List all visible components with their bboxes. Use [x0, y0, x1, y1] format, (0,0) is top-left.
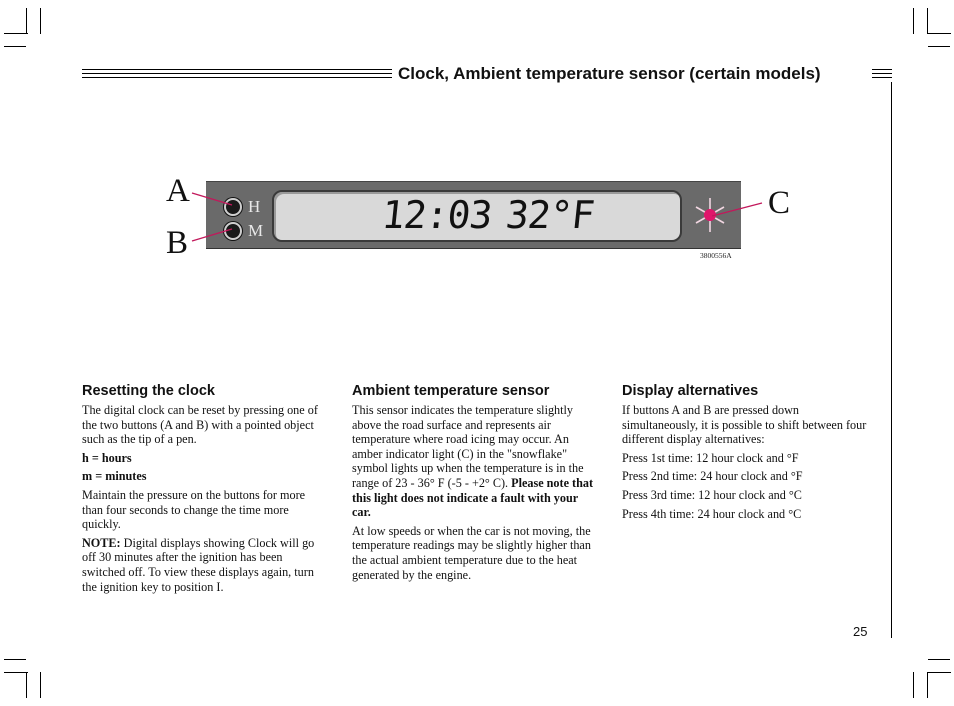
display-time: 12:03 — [379, 193, 494, 237]
heading-alternatives: Display alternatives — [622, 383, 759, 399]
note-label: NOTE: — [82, 535, 121, 550]
section-resetting — [82, 383, 327, 598]
page-number: 25 — [853, 624, 868, 639]
minutes-legend: m = minutes — [82, 469, 147, 484]
button-b-label: M — [248, 221, 264, 240]
callout-b: B — [166, 225, 189, 261]
list-item: Press 1st time: 12 hour clock and °F — [622, 450, 799, 465]
paragraph: At low speeds or when the car is not moving, the temperature readings may be slightly higher than the actual ambient temperature due to the heat generated by the engine. — [352, 523, 591, 582]
note-paragraph — [82, 536, 327, 594]
section-alternatives — [622, 383, 867, 525]
hours-legend: h = hours — [82, 450, 132, 465]
warning-text: Please note that this light does not indicate a fault with your car. — [352, 475, 594, 520]
list-item: Press 2nd time: 24 hour clock and °F — [622, 469, 803, 484]
heading-ambient: Ambient temperature sensor — [352, 383, 550, 399]
callout-a: A — [166, 173, 190, 209]
display-temperature: 32°F — [503, 193, 596, 237]
paragraph: Maintain the pressure on the buttons for more than four seconds to change the time more quickly. — [82, 487, 306, 532]
paragraph — [352, 403, 597, 520]
list-item: Press 4th time: 24 hour clock and °C — [622, 506, 802, 521]
heading-resetting: Resetting the clock — [82, 383, 215, 399]
button-a-label: H — [248, 197, 261, 216]
paragraph-text: This sensor indicates the temperature slightly above the road surface and represents air temperature where road icing may occur. An amber indicator light (C) in the "snowflake" symbol lights up when the temperature is in the range of 23 - 36° F (-5 - +2° C). — [352, 403, 584, 490]
section-ambient — [352, 383, 597, 586]
paragraph: If buttons A and B are pressed down simultaneously, it is possible to shift between four different display alternatives: — [622, 403, 867, 447]
page-title: Clock, Ambient temperature sensor (certain models) — [398, 64, 821, 83]
note-text: Digital displays showing Clock will go off 30 minutes after the ignition has been switched off. To view these displays again, turn the ignition key to position I. — [82, 535, 315, 594]
paragraph: The digital clock can be reset by pressing one of the two buttons (A and B) with a pointed object such as the tip of a pen. — [82, 403, 318, 447]
figure-code: 3800556A — [700, 251, 732, 260]
callout-c: C — [768, 185, 791, 221]
list-item: Press 3rd time: 12 hour clock and °C — [622, 487, 802, 502]
